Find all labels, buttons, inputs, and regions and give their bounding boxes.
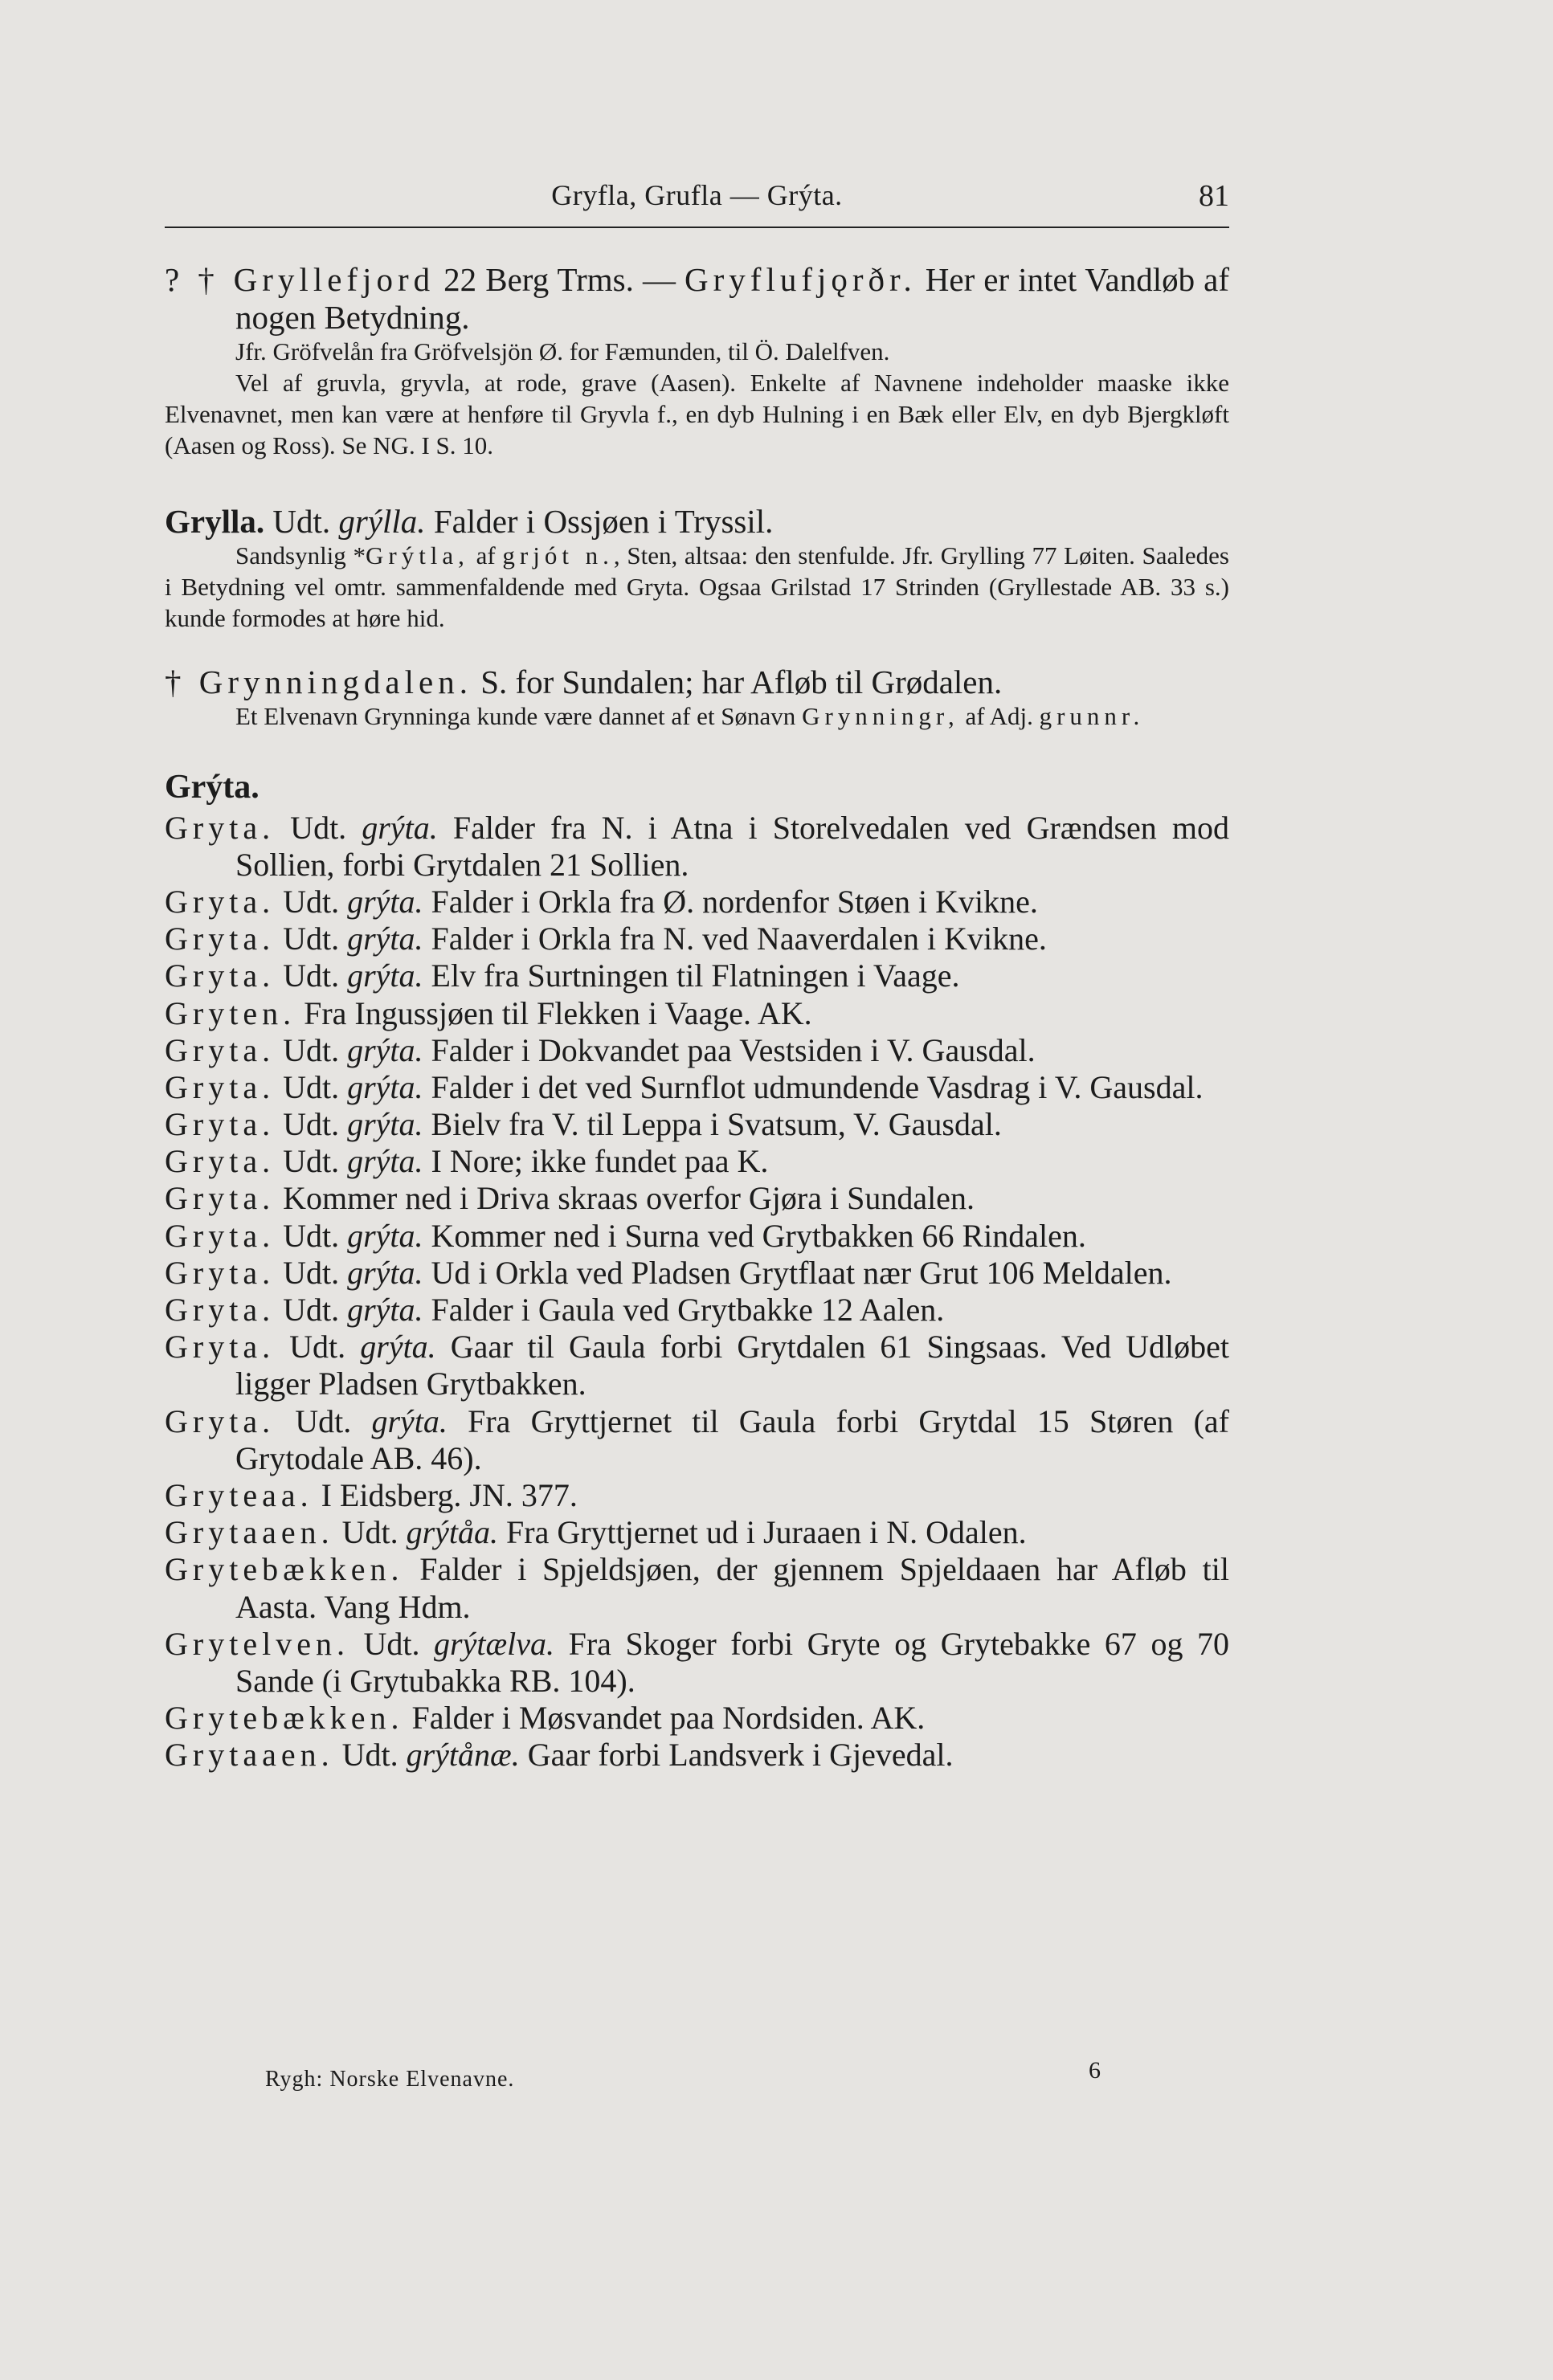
entry-text: I Nore; ikke fundet paa K. <box>423 1143 769 1180</box>
entry-lead <box>165 261 1229 337</box>
entry-text: Kommer ned i Surna ved Grytbakken 66 Rindalen. <box>423 1217 1086 1254</box>
headword: Gryteaa. <box>165 1476 313 1513</box>
entry-text: Udt. <box>275 1143 348 1180</box>
entry-gryllefjord <box>165 261 1229 461</box>
list-item <box>165 1069 1229 1106</box>
headword: ? † Gryllefjord <box>165 261 435 298</box>
pronunciation: grýta. <box>347 1106 423 1143</box>
headword: Grytebækken. <box>165 1700 404 1737</box>
list-item <box>165 884 1229 921</box>
list-item <box>165 1514 1229 1551</box>
list-item <box>165 1180 1229 1217</box>
entry-text: Gaar forbi Landsverk i Gjevedal. <box>519 1737 954 1774</box>
pronunciation: grýta. <box>347 921 423 957</box>
pronunciation: grýta. <box>347 1292 423 1328</box>
section-heading: Grýta. <box>165 768 260 806</box>
entry-text: Udt. <box>275 809 362 846</box>
entry-text: Udt. <box>333 1737 407 1774</box>
entry-text: Bielv fra V. til Leppa i Svatsum, V. Gausdal. <box>423 1106 1002 1143</box>
entry-text: Udt. <box>349 1625 435 1662</box>
list-item <box>165 1106 1229 1143</box>
entry-text: Kommer ned i Driva skraas overfor Gjøra i Sundalen. <box>275 1180 975 1217</box>
signature-mark: 6 <box>1089 2057 1101 2084</box>
pronunciation: grýta. <box>347 957 423 994</box>
spacer <box>165 474 1229 503</box>
list-item <box>165 921 1229 957</box>
headword: Gryta. <box>165 809 276 846</box>
headword: Gryta. <box>165 1254 276 1291</box>
entry-text: Udt. <box>275 1329 361 1366</box>
header-rule <box>165 227 1229 228</box>
note-text: Et Elvenavn Grynninga kunde være dannet af et Sønavn <box>235 701 803 730</box>
pronunciation: grýta. <box>371 1402 448 1439</box>
list-item <box>165 995 1229 1032</box>
list-item <box>165 810 1229 884</box>
pronunciation: grýta. <box>362 809 438 846</box>
entry-text: Udt. <box>275 1402 372 1439</box>
entry-text: Falder i Orkla fra N. ved Naaverdalen i Kvikne. <box>423 921 1047 957</box>
pronunciation: grýtånæ. <box>406 1737 520 1774</box>
entry-text: Udt. <box>275 957 348 994</box>
entry-text: S. for Sundalen; har Afløb til Grødalen. <box>472 663 1003 700</box>
pronunciation: grýta. <box>347 1217 423 1254</box>
headword: Gryta. <box>165 957 276 994</box>
headword: Gryta. <box>165 921 276 957</box>
page-footer <box>0 2057 1553 2099</box>
entry-text: Gaar til Gaula forbi Grytdalen 61 Singsaas. Ved Udløbet ligger Pladsen Grytbakken. <box>235 1329 1230 1402</box>
list-item <box>165 1143 1229 1180</box>
headword: Grytebækken. <box>165 1551 404 1588</box>
entry-text: Fra Skoger forbi Gryte og Grytebakke 67 og 70 Sande (i Grytubakka RB. 104). <box>235 1625 1229 1699</box>
entry-text: Udt. <box>275 921 348 957</box>
pronunciation: grýta. <box>347 1031 423 1068</box>
entry-text: Falder fra N. i Atna i Storelvedalen ved Grændsen mod Sollien, forbi Grytdalen 21 Sollien. <box>235 809 1230 883</box>
list-item <box>165 1551 1229 1625</box>
entry-list <box>165 810 1229 1774</box>
entry-text: 22 Berg Trms. — <box>435 261 685 298</box>
spacer <box>165 635 1229 663</box>
section-gryta <box>165 768 1229 1774</box>
pronunciation: grýta. <box>360 1329 436 1366</box>
headword: Gryta. <box>165 1031 276 1068</box>
pronunciation: grýlla. <box>338 503 426 541</box>
entry-text: Falder i Ossjøen i Tryssil. <box>425 503 774 541</box>
entry-text: Udt. <box>275 1068 348 1105</box>
entry-text: Udt. <box>333 1514 407 1551</box>
spaced-word: Grynningr, <box>802 701 959 730</box>
entry-grynningdalen <box>165 663 1229 733</box>
entry-text: Falder i Møsvandet paa Nordsiden. AK. <box>403 1700 926 1737</box>
headword: Gryten. <box>165 994 296 1031</box>
spaced-word: grjót n. <box>502 541 614 570</box>
list-item <box>165 957 1229 994</box>
pronunciation: grýtåa. <box>406 1514 499 1551</box>
spaced-word: Grýtla, <box>365 541 469 570</box>
entry-text: Udt. <box>275 1254 348 1291</box>
entry-text: Udt. <box>275 1031 348 1068</box>
pronunciation: grýta. <box>347 1143 423 1180</box>
headword: Gryta. <box>165 1329 276 1366</box>
headword: Gryta. <box>165 1068 276 1105</box>
note: Jfr. Gröfvelån fra Gröfvelsjön Ø. for Fæmunden, til Ö. Dalelfven. <box>235 337 890 366</box>
entry-text: Falder i Orkla fra Ø. nordenfor Støen i Kvikne. <box>423 883 1038 920</box>
pronunciation: grýta. <box>347 1254 423 1291</box>
headword: Gryta. <box>165 1292 276 1328</box>
header-title: Gryfla, Grufla — Grýta. <box>551 179 843 211</box>
headword: Gryta. <box>165 1217 276 1254</box>
entry-text: Elv fra Surtningen til Flatningen i Vaage. <box>423 957 960 994</box>
list-item <box>165 1292 1229 1329</box>
running-header <box>165 178 1229 227</box>
note: Vel af gruvla, gryvla, at rode, grave (Aasen). Enkelte af Navnene indeholder maaske ikke Elvenavnet, men kan være at henføre til Gryvla f., en dyb Hulning i en Bæk eller Elv, en dyb Bjergkløft (Aasen og Ross). Se NG. I S. 10. <box>165 369 1229 459</box>
headword: Grylla. <box>165 503 265 541</box>
headword: Grytelven. <box>165 1625 349 1662</box>
entry-text: Falder i det ved Surnflot udmundende Vasdrag i V. Gausdal. <box>423 1068 1204 1105</box>
note-text: af <box>468 541 503 570</box>
page-number: 81 <box>1199 179 1229 213</box>
headword: Gryta. <box>165 883 276 920</box>
headword: Gryta. <box>165 1180 276 1217</box>
list-item <box>165 1626 1229 1700</box>
list-item <box>165 1032 1229 1069</box>
entry-grylla <box>165 503 1229 634</box>
pronunciation: grýta. <box>347 883 423 920</box>
note-text: af Adj. <box>958 701 1040 730</box>
book-source: Rygh: Norske Elvenavne. <box>265 2067 515 2092</box>
list-item <box>165 1329 1229 1402</box>
headword: Grytaaen. <box>165 1514 334 1551</box>
entry-text: Udt. <box>275 1106 348 1143</box>
entry-text: Udt. <box>264 503 339 541</box>
entry-text: Falder i Dokvandet paa Vestsiden i V. Gausdal. <box>423 1031 1036 1068</box>
note-text: , Sten, altsaa: den stenfulde. Jfr. Grylling 77 Løiten. Saaledes i Betydning vel omtr. sammenfaldende med Gryta. Ogsaa Grilstad 17 Strinden (Gryllestade AB. 33 s.) kunde formodes at høre hid. <box>165 541 1229 632</box>
pronunciation: grýta. <box>347 1068 423 1105</box>
entry-text: Her er intet Vandløb af nogen Betydning. <box>235 261 1230 337</box>
list-item <box>165 1218 1229 1255</box>
headword: Gryta. <box>165 1402 276 1439</box>
entry-lead <box>165 663 1229 701</box>
list-item <box>165 1700 1229 1737</box>
entry-text: Ud i Orkla ved Pladsen Grytflaat nær Grut 106 Meldalen. <box>423 1254 1172 1291</box>
pronunciation: grýtælva. <box>434 1625 555 1662</box>
entry-text: Fra Gryttjernet ud i Juraaen i N. Odalen. <box>498 1514 1027 1551</box>
entry-text: I Eidsberg. JN. 377. <box>313 1476 578 1513</box>
list-item <box>165 1255 1229 1292</box>
headword: † Grynningdalen. <box>165 663 472 700</box>
entry-text: Udt. <box>275 1217 348 1254</box>
list-item <box>165 1737 1229 1774</box>
headword: Gryta. <box>165 1143 276 1180</box>
note <box>165 701 1229 733</box>
list-item <box>165 1403 1229 1477</box>
entry-text: Udt. <box>275 883 348 920</box>
entry-lead <box>165 503 1229 541</box>
list-item <box>165 1477 1229 1514</box>
headword: Gryta. <box>165 1106 276 1143</box>
entry-text: Fra Ingussjøen til Flekken i Vaage. AK. <box>296 994 812 1031</box>
spaced-word: grunnr. <box>1039 701 1145 730</box>
entry-text: Udt. <box>275 1292 348 1328</box>
headword: Grytaaen. <box>165 1737 334 1774</box>
note-text: Sandsynlig * <box>235 541 366 570</box>
entry-text: Falder i Gaula ved Grytbakke 12 Aalen. <box>423 1292 945 1328</box>
entry-text: Falder i Spjeldsjøen, der gjennem Spjeldaaen har Afløb til Aasta. Vang Hdm. <box>235 1551 1229 1625</box>
page-body <box>165 261 1229 1774</box>
spacer <box>165 733 1229 768</box>
note <box>165 541 1229 634</box>
spaced-word: Gryflufjǫrðr. <box>685 261 917 298</box>
entry-text: Fra Gryttjernet til Gaula forbi Grytdal 15 Støren (af Grytodale AB. 46). <box>235 1402 1229 1476</box>
